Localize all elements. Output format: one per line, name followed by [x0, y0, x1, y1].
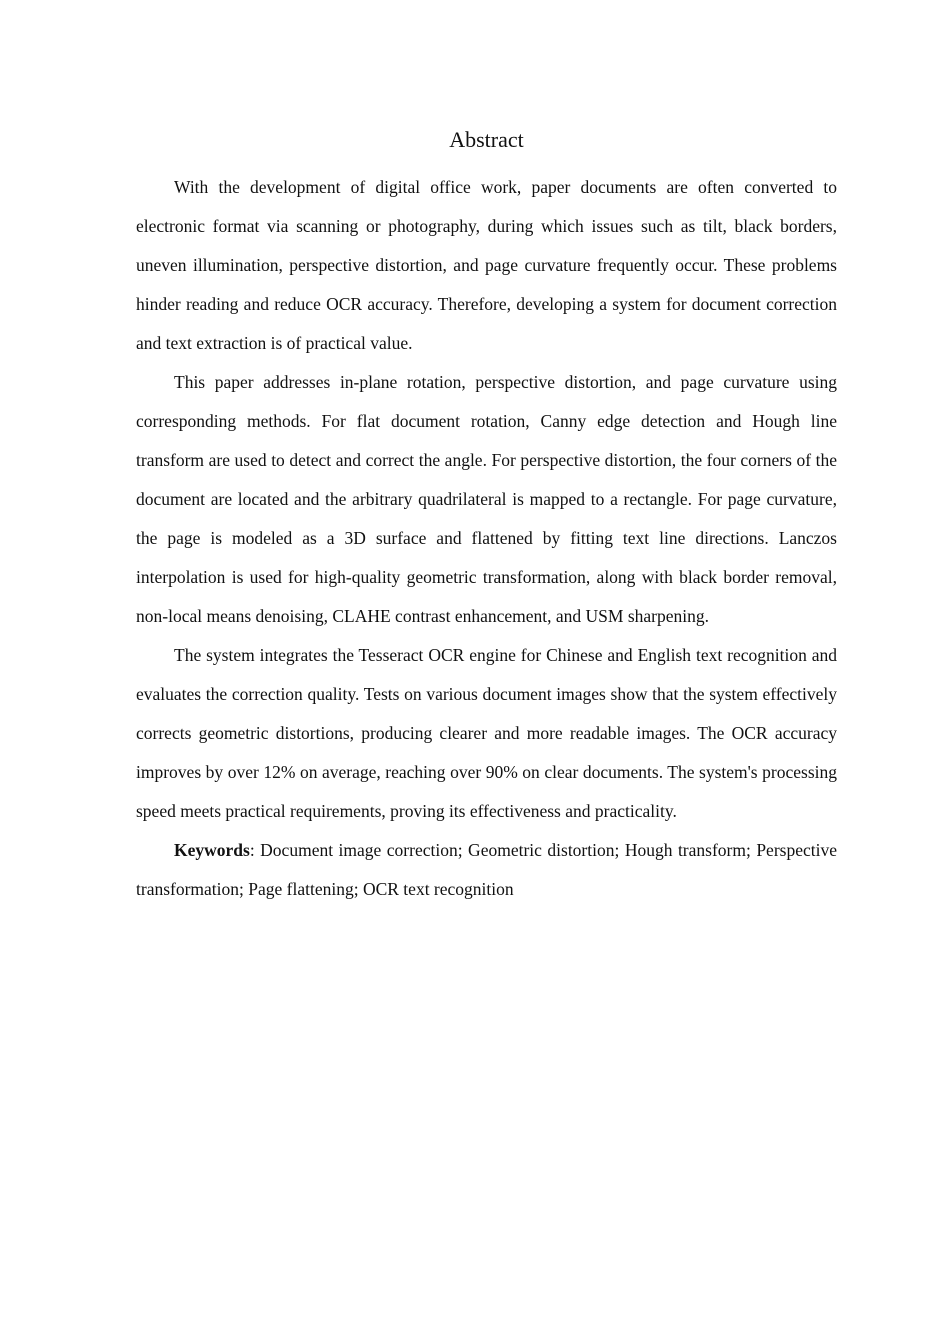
keywords-separator: : [249, 840, 261, 860]
keywords-text: Document image correction; Geometric distortion; Hough transform; Perspective transformation; Page flattening; OCR text recognition [136, 840, 837, 899]
abstract-paragraph-1: With the development of digital office work, paper documents are often converted to electronic format via scanning or photography, during which issues such as tilt, black borders, uneven illumination, perspective distortion, and page curvature frequently occur. These problems hinder reading and reduce OCR accuracy. Therefore, developing a system for document correction and text extraction is of practical value. [136, 177, 837, 353]
abstract-page [136, 124, 837, 909]
abstract-paragraph-2: This paper addresses in-plane rotation, perspective distortion, and page curvature using corresponding methods. For flat document rotation, Canny edge detection and Hough line transform are used to detect and correct the angle. For perspective distortion, the four corners of the document are located and the arbitrary quadrilateral is mapped to a rectangle. For page curvature, the page is modeled as a 3D surface and flattened by fitting text line directions. Lanczos interpolation is used for high-quality geometric transformation, along with black border removal, non-local means denoising, CLAHE contrast enhancement, and USM sharpening. [136, 372, 837, 626]
keywords-label: Keywords [174, 840, 250, 860]
keywords-paragraph [136, 831, 837, 909]
abstract-paragraph-3: The system integrates the Tesseract OCR engine for Chinese and English text recognition and evaluates the correction quality. Tests on various document images show that the system effectively corrects geometric distortions, producing clearer and more readable images. The OCR accuracy improves by over 12% on average, reaching over 90% on clear documents. The system's processing speed meets practical requirements, proving its effectiveness and practicality. [136, 645, 837, 821]
abstract-title: Abstract [449, 127, 524, 152]
